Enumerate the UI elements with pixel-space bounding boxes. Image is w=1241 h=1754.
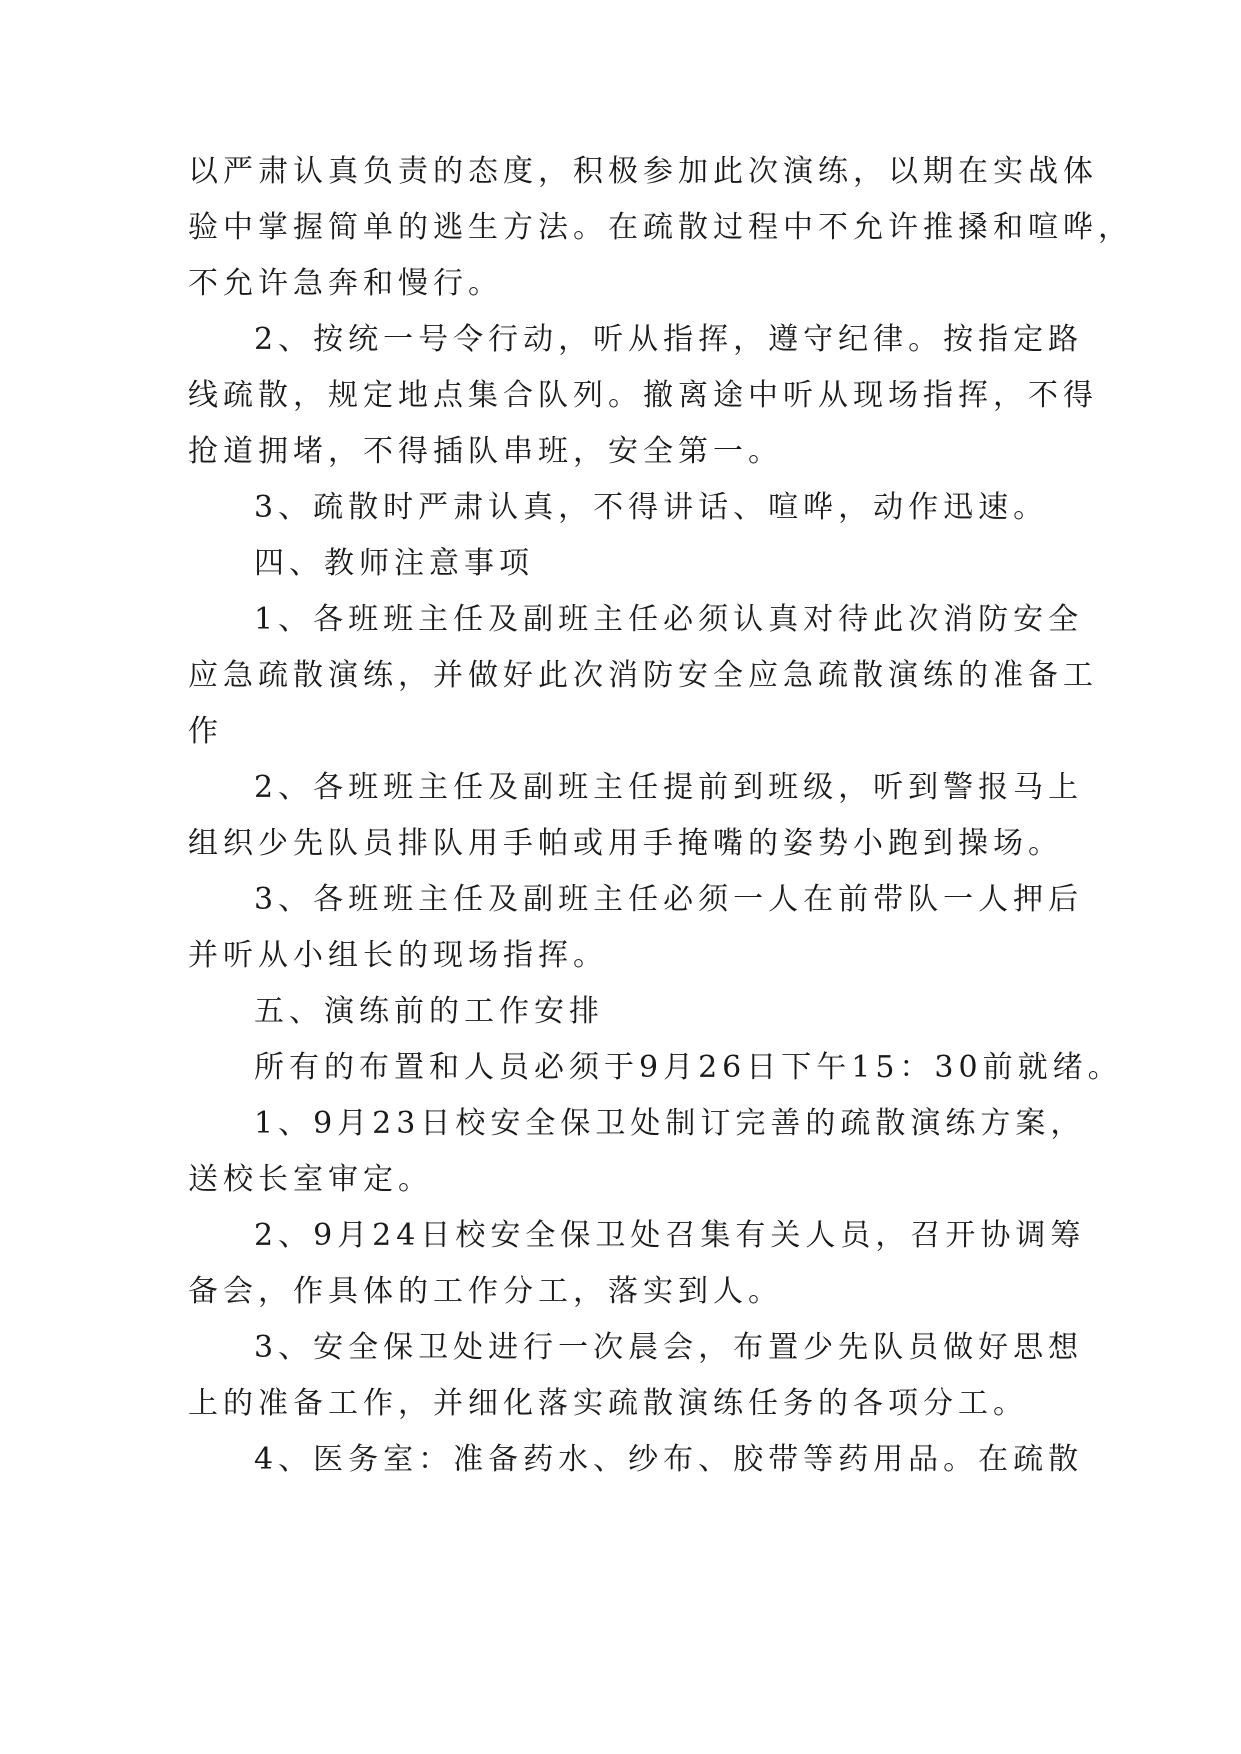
text-line: 3、疏散时严肃认真，不得讲话、喧哗，动作迅速。 <box>254 490 1049 525</box>
text-line: 线疏散，规定地点集合队列。撤离途中听从现场指挥，不得 <box>188 378 1098 413</box>
section-heading: 四、教师注意事项 <box>254 546 534 581</box>
text-line: 抢道拥堵，不得插队串班，安全第一。 <box>188 434 783 469</box>
text-line: 以严肃认真负责的态度，积极参加此次演练，以期在实战体 <box>188 154 1098 189</box>
text-line: 并听从小组长的现场指挥。 <box>188 938 608 973</box>
text-line: 2、各班班主任及副班主任提前到班级，听到警报马上 <box>254 770 1084 805</box>
text-line: 备会，作具体的工作分工，落实到人。 <box>188 1274 783 1309</box>
text-line: 1、9月23日校安全保卫处制订完善的疏散演练方案， <box>254 1106 1086 1141</box>
text-line: 1、各班班主任及副班主任必须认真对待此次消防安全 <box>254 602 1084 637</box>
text-line: 组织少先队员排队用手帕或用手掩嘴的姿势小跑到操场。 <box>188 826 1063 861</box>
text-line: 上的准备工作，并细化落实疏散演练任务的各项分工。 <box>188 1386 1028 1421</box>
text-line: 验中掌握简单的逃生方法。在疏散过程中不允许推搡和喧哗， <box>188 210 1133 245</box>
text-line: 不允许急奔和慢行。 <box>188 266 503 301</box>
text-line: 2、9月24日校安全保卫处召集有关人员，召开协调筹 <box>254 1218 1086 1253</box>
text-line: 送校长室审定。 <box>188 1162 433 1197</box>
text-line: 3、安全保卫处进行一次晨会，布置少先队员做好思想 <box>254 1330 1084 1365</box>
text-line: 应急疏散演练，并做好此次消防安全应急疏散演练的准备工 <box>188 658 1098 693</box>
text-line: 3、各班班主任及副班主任必须一人在前带队一人押后 <box>254 882 1084 917</box>
text-line: 4、医务室：准备药水、纱布、胶带等药用品。在疏散 <box>254 1442 1084 1477</box>
text-line: 所有的布置和人员必须于9月26日下午15：30前就绪。 <box>254 1050 1123 1085</box>
text-line: 2、按统一号令行动，听从指挥，遵守纪律。按指定路 <box>254 322 1084 357</box>
text-line: 作 <box>188 714 223 749</box>
section-heading: 五、演练前的工作安排 <box>254 994 604 1029</box>
